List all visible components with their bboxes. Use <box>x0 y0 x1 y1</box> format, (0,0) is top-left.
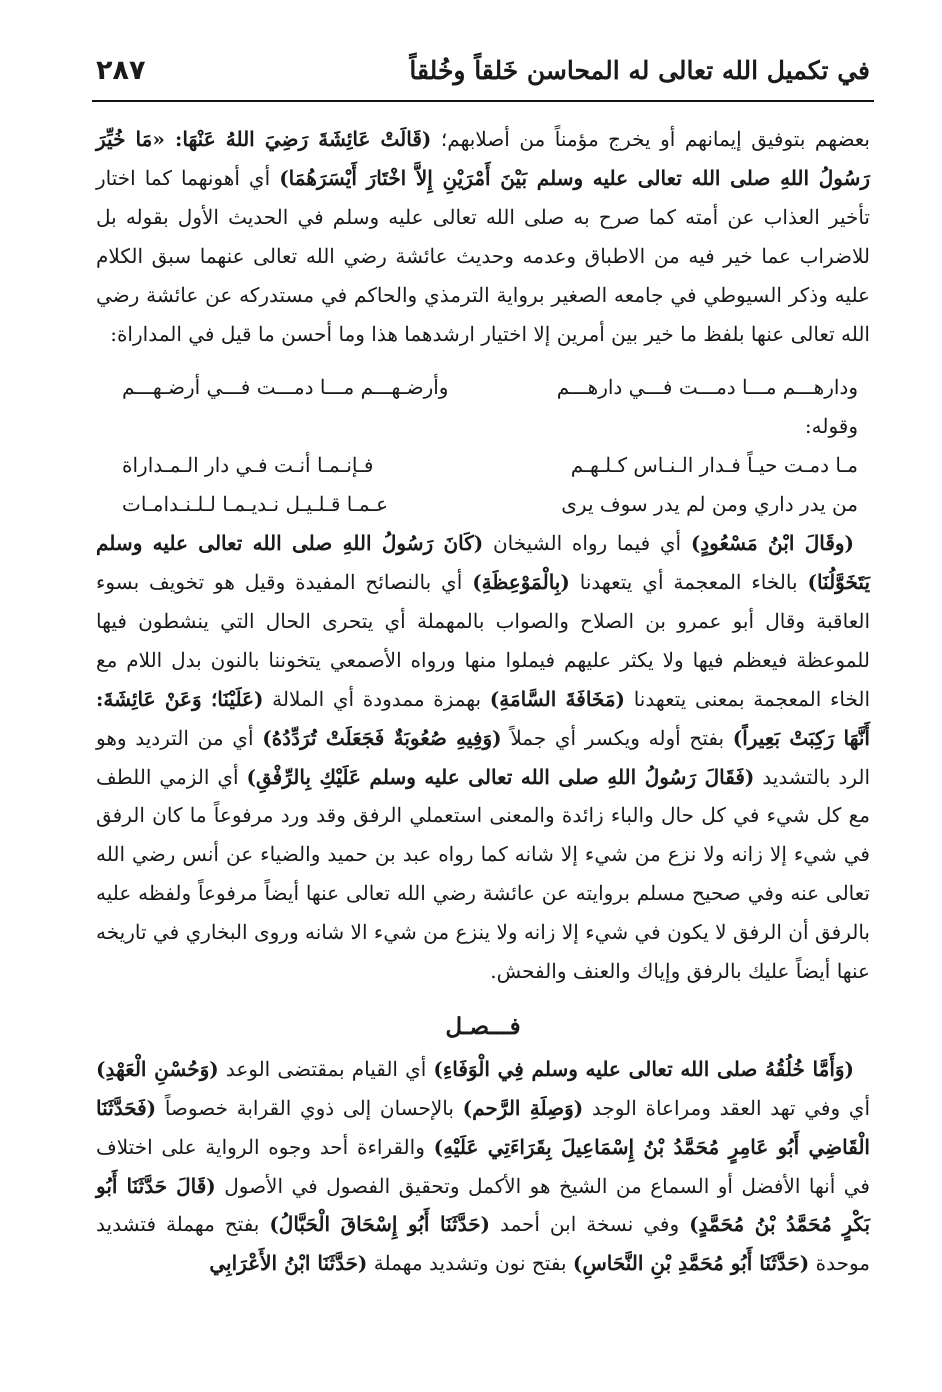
verse-1-first-hemistich: ودارهـــم مـــا دمـــت فـــي دارهـــم <box>556 375 858 400</box>
running-title: في تكميل الله تعالى له المحاسن خَلقاً وخُلقاً <box>409 55 870 85</box>
header-rule <box>92 100 874 102</box>
body-text <box>96 120 870 1283</box>
section-heading: فـــصـل <box>445 1012 521 1040</box>
paragraph-3: (وَأَمَّا خُلُقُهُ صلى الله تعالى عليه وسلم فِي الْوَفَاءِ) أي القيام بمقتضى الوعد (وَحُسْنِ الْعَهْدِ) أي وفي تهد العقد ومراعاة الوجد (وَصِلَةِ الرَّحم) بالإحسان إلى ذوي القرابة خصوصاً (فَحَدَّثَنَا الْقَاضِي أَبُو عَامِرٍ مُحَمَّدُ بْنُ إِسْمَاعِيلَ بِقَرَاءَتِي عَلَيْهِ) والقراءة أحد وجوه الرواية على اختلاف في أنها الأفضل أو السماع من الشيخ هو الأكمل وتحقيق الفصول في الأصول (قَالَ حَدَّثَنَا أَبُو بَكْرٍ مُحَمَّدُ بْنُ مُحَمَّدٍ) وفي نسخة ابن أحمد (حَدَّثَنَا أَبُو إِسْحَاقَ الْحَبَّالُ) بفتح مهملة فتشديد موحدة (حَدَّثَنَا أَبُو مُحَمَّدِ بْنِ النَّحَاسِ) بفتح نون وتشديد مهملة (حَدَّثَنَا ابْنُ الأَعْرَابِي <box>96 1056 871 1276</box>
verse-intro: وقوله: <box>804 414 858 439</box>
verse-2-second-hemistich: فـإنـمـا أنـت فـي دار الـمـداراة <box>122 453 374 478</box>
page-number: ٢٨٧ <box>96 54 146 86</box>
verse-1 <box>96 368 870 407</box>
running-header <box>96 44 870 96</box>
verse-3 <box>96 485 870 524</box>
verse-3-first-hemistich: من يدر داري ومن لم يدر سوف يرى <box>561 492 858 517</box>
verse-2-first-hemistich: مـا دمـت حيـاً فـدار الـنـاس كـلـهـم <box>570 453 858 478</box>
book-page <box>96 44 870 1364</box>
paragraph-2: (وقَالَ ابْنُ مَسْعُودٍ) أي فيما رواه الشيخان (كَانَ رَسُولُ اللهِ صلى الله تعالى عليه وسلم يَتَخَوَّلُنَا) بالخاء المعجمة أي يتعهدنا (بِالْمَوْعِظَةِ) أي بالنصائح المفيدة وقيل هو تخويف بسوء العاقبة وقال أبو عمرو بن الصلاح والصواب بالمهملة أي يتحرى الحال التي ينشطون فيها للموعظة فيعظم فيها ولا يكثر عليهم فيملوا منها ورواه الأصمعي يتخوننا بالنون بدل اللام مع الخاء المعجمة بمعنى يتعهدنا (مَخَافَةَ السَّامَةِ) بهمزة ممدودة أي الملالة (عَلَيْنَا؛ وَعَنْ عَائِشَةَ: أَنَّهَا رَكِبَتْ بَعِيراً) بفتح أوله ويكسر أي جملاً (وَفِيهِ صُعُوبَةٌ فَجَعَلَتْ تُرَدِّدُهُ) أي من الترديد وهو الرد بالتشديد (فَقَالَ رَسُولُ اللهِ صلى الله تعالى عليه وسلم عَلَيْكِ بِالرِّفْقِ) أي الزمي اللطف مع كل شيء في كل حال والباء زائدة والمعنى استعملي الرفق وقد ورد مرفوعاً ما كان الرفق في شيء إلا زانه ولا نزع من شيء إلا شانه كما رواه عبد بن حميد والضياء عن أنس رضي الله تعالى عنه وفي صحيح مسلم بروايته عن عائشة رضي الله تعالى عنها أيضاً مرفوعاً ولفظه عليه بالرفق أن الرفق لا يكون في شيء إلا زانه ولا ينزع من شيء الا شانه وروى البخاري في تاريخه عنها أيضاً عليك بالرفق وإياك والعنف والفحش. <box>96 531 871 984</box>
verse-3-second-hemistich: عـمـا قـلـيـل نـديـمـا لـلـنـدامـات <box>122 492 389 517</box>
verse-2 <box>96 446 870 485</box>
verse-1-second-hemistich: وأرضـهـــم مـــا دمـــت فـــي أرضـهـــم <box>122 375 449 400</box>
paragraph-1: بعضهم بتوفيق إيمانهم أو يخرج مؤمناً من أصلابهم؛ (قَالَتْ عَائِشَةَ رَضِيَ اللهُ عَنْهَا: «مَا خُيِّرَ رَسُولُ اللهِ صلى الله تعالى عليه وسلم بَيْنَ أَمْرَيْنِ إِلاَّ اخْتَارَ أَيْسَرَهُمَا) أي أهونهما كما اختار تأخير العذاب عن أمته كما صرح به صلى الله تعالى عليه وسلم في الحديث الأول بقوله بل للاضراب عما خير فيه من الاطباق وعدمه وحديث عائشة رضي الله تعالى عنهما سبق الكلام عليه وذكر السيوطي في جامعه الصغير برواية الترمذي والحاكم في مستدركه عن عائشة رضي الله تعالى عنها بلفظ ما خير بين أمرين إلا اختيار ارشدهما هذا وما أحسن ما قيل في المداراة: <box>96 127 871 346</box>
